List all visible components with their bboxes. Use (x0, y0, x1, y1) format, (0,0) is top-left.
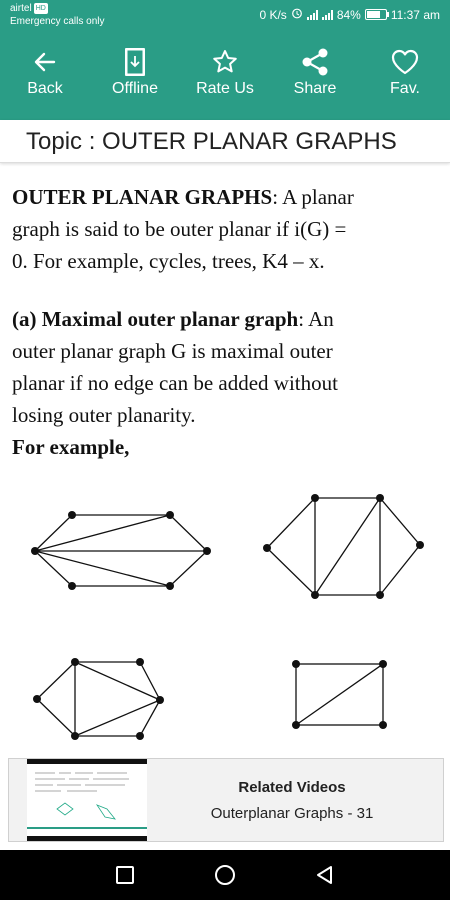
related-videos-title: Related Videos (238, 779, 346, 796)
definition-line-3: 0. For example, cycles, trees, K4 – x. (12, 249, 325, 273)
topic-header (0, 120, 450, 163)
system-nav-bar (0, 850, 450, 900)
graph-rectangle-diagonal (296, 664, 383, 725)
emergency-text: Emergency calls only (10, 16, 105, 27)
example-label: For example, (12, 435, 130, 459)
fav-button[interactable] (360, 32, 450, 120)
term-outer-planar: OUTER PLANAR GRAPHS (12, 185, 273, 209)
star-icon (211, 42, 239, 82)
definition-text: : A planar (272, 185, 354, 209)
arrow-left-icon (32, 42, 58, 82)
square-icon (115, 865, 135, 885)
maximal-line-3: planar if no edge can be added without (12, 371, 338, 395)
carrier-label (10, 3, 48, 14)
paragraph-maximal (12, 303, 440, 463)
offline-label: Offline (112, 80, 158, 97)
term-maximal: (a) Maximal outer planar graph (12, 307, 299, 331)
graph-hexagon-triangulated (267, 498, 420, 595)
hd-badge: HD (35, 5, 46, 12)
graph-examples-figure (0, 480, 450, 760)
circle-icon (214, 864, 236, 886)
signal-2-icon (322, 10, 333, 20)
graph-hexagon-fan (35, 515, 207, 586)
heart-icon (390, 42, 420, 82)
share-label: Share (293, 80, 337, 97)
share-icon (300, 42, 330, 82)
alarm-icon (291, 7, 303, 22)
topic-title: Topic : OUTER PLANAR GRAPHS (26, 128, 397, 155)
related-videos-banner[interactable] (8, 758, 444, 842)
back-button[interactable] (0, 32, 90, 120)
share-button[interactable] (270, 32, 360, 120)
maximal-line-4: losing outer planarity. (12, 403, 196, 427)
paragraph-definition (12, 181, 440, 277)
signal-icon (307, 10, 318, 20)
home-button[interactable] (210, 860, 240, 890)
download-icon (123, 42, 147, 82)
definition-line-2: graph is said to be outer planar if i(G) = (12, 217, 347, 241)
maximal-line-2: outer planar graph G is maximal outer (12, 339, 333, 363)
recent-apps-button[interactable] (110, 860, 140, 890)
clock: 11:37 am (390, 7, 440, 22)
triangle-icon (315, 865, 335, 885)
carrier-name: airtel (10, 3, 32, 14)
maximal-text: : An (298, 307, 334, 331)
back-label: Back (27, 80, 63, 97)
rate-us-label: Rate Us (196, 80, 254, 97)
back-nav-button[interactable] (310, 860, 340, 890)
video-thumbnail[interactable] (27, 759, 147, 841)
network-speed: 0 K/s (259, 7, 287, 22)
graph-pentagon-triangulated (37, 662, 160, 736)
toolbar (0, 32, 450, 120)
offline-button[interactable] (90, 32, 180, 120)
related-video-name: Outerplanar Graphs - 31 (210, 805, 374, 822)
status-bar (0, 0, 450, 32)
rate-us-button[interactable] (180, 32, 270, 120)
battery-icon (365, 9, 387, 20)
status-right (259, 7, 440, 22)
battery-percent: 84% (336, 7, 361, 22)
fav-label: Fav. (390, 80, 420, 97)
